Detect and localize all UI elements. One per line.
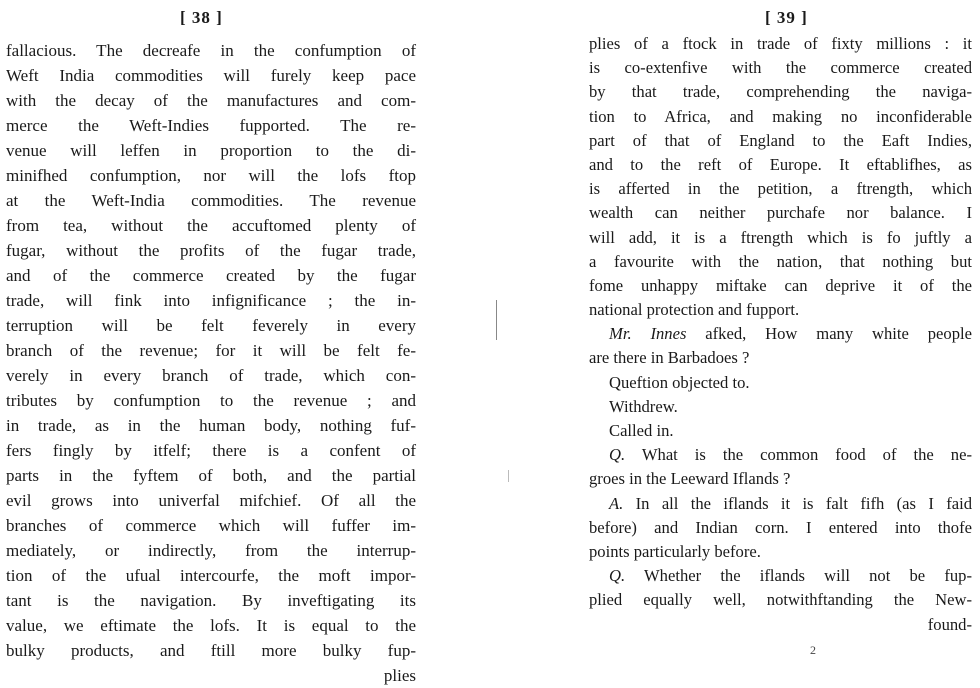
text-line: groes in the Leeward Iflands ?	[589, 469, 791, 489]
text-line: will add, it is a ftrength which is fo juftly a	[589, 227, 972, 247]
speaker-question: afked, How many white people	[686, 324, 972, 344]
text-line: tributes by confumption to the revenue ; and	[6, 391, 416, 410]
text-line: a favourite with the nation, that nothing but	[589, 251, 972, 271]
question-text: What is the common food of the ne-	[625, 445, 972, 465]
text-line: plied equally well, notwithftanding the New-	[589, 590, 972, 610]
text-line: part of that of England to the Eaft Indies,	[589, 130, 972, 150]
text-line: with the decay of the manufactures and com-	[6, 91, 416, 110]
question-marker: Q.	[609, 445, 626, 465]
text-line: branches of commerce which will fuffer im-	[6, 516, 416, 535]
text-line: minifhed confumption, nor will the lofs ftop	[6, 166, 416, 185]
question-text: Whether the iflands will not be fup-	[625, 566, 972, 586]
text-line: fome unhappy miftake can deprive it of the	[589, 275, 972, 295]
text-line: venue will leffen in proportion to the di-	[6, 141, 416, 160]
text-line: bulky products, and ftill more bulky fup-	[6, 641, 416, 660]
text-line: verely in every branch of trade, which con-	[6, 366, 416, 385]
text-line: branch of the revenue; for it will be felt fe-	[6, 341, 416, 360]
procedure-line: Called in.	[609, 421, 674, 440]
right-page-text	[589, 32, 972, 637]
text-line: wealth can neither purchafe nor balance. I	[589, 203, 972, 223]
text-line: value, we eftimate the lofs. It is equal to the	[6, 616, 416, 635]
question-marker: Q.	[609, 566, 626, 586]
text-line: points particularly before.	[589, 541, 761, 561]
catchword: plies	[383, 666, 416, 685]
text-line: is afferted in the petition, a ftrength, which	[589, 179, 972, 199]
question-line	[589, 443, 972, 467]
text-line: tant is the navigation. By inveftigating its	[6, 591, 416, 610]
right-page	[490, 0, 980, 675]
left-page-text	[6, 38, 416, 688]
left-page-number: [ 38 ]	[180, 8, 223, 27]
text-line: is co-extenfive with the commerce created	[589, 58, 972, 78]
text-line: tion to Africa, and making no inconfiderable	[589, 106, 972, 126]
text-line: and to the reft of Europe. It eftablifhes, as	[589, 154, 972, 174]
text-line: in trade, as in the human body, nothing fuf-	[6, 416, 416, 435]
text-line: trade, will fink into infignificance ; the in-	[6, 291, 416, 310]
text-line: plies of a ftock in trade of fixty millions : it	[589, 34, 972, 53]
text-line: before) and Indian corn. I entered into thofe	[589, 517, 972, 537]
text-line: mediately, or indirectly, from the interrup-	[6, 541, 416, 560]
signature-mark: 2	[810, 643, 816, 657]
text-line: tion of the ufual intercourfe, the moft impor-	[6, 566, 416, 585]
text-line: Weft India commodities will furely keep pace	[6, 66, 416, 85]
question-line	[589, 564, 972, 588]
text-line: fugar, without the profits of the fugar trade,	[6, 241, 416, 260]
text-line: national protection and fupport.	[589, 300, 800, 320]
left-page	[0, 0, 490, 685]
right-page-number: [ 39 ]	[765, 8, 808, 27]
answer-marker: A.	[609, 493, 624, 513]
text-line: merce the Weft-Indies fupported. The re-	[6, 116, 416, 135]
text-line: at the Weft-India commodities. The revenue	[6, 191, 416, 210]
speaker-line	[589, 322, 972, 346]
text-line: from tea, without the accuftomed plenty of	[6, 216, 416, 235]
procedure-line: Queftion objected to.	[609, 372, 750, 392]
procedure-line: Withdrew.	[609, 396, 678, 416]
text-line: parts in the fyftem of both, and the partial	[6, 466, 416, 485]
text-line: are there in Barbadoes ?	[589, 348, 750, 368]
catchword: found-	[927, 614, 972, 634]
text-line: fers fingly by itfelf; there is a confent of	[6, 441, 416, 460]
speaker-name: Mr. Innes	[609, 324, 687, 344]
text-line: and of the commerce created by the fugar	[6, 266, 416, 285]
text-line: evil grows into univerfal mifchief. Of all the	[6, 491, 416, 510]
text-line: by that trade, comprehending the naviga-	[589, 82, 972, 102]
answer-line	[589, 492, 972, 516]
text-line: fallacious. The decreafe in the confumption of	[6, 41, 416, 60]
answer-text: In all the iflands it is falt fifh (as I faid	[623, 493, 972, 513]
text-line: terruption will be felt feverely in every	[6, 316, 416, 335]
